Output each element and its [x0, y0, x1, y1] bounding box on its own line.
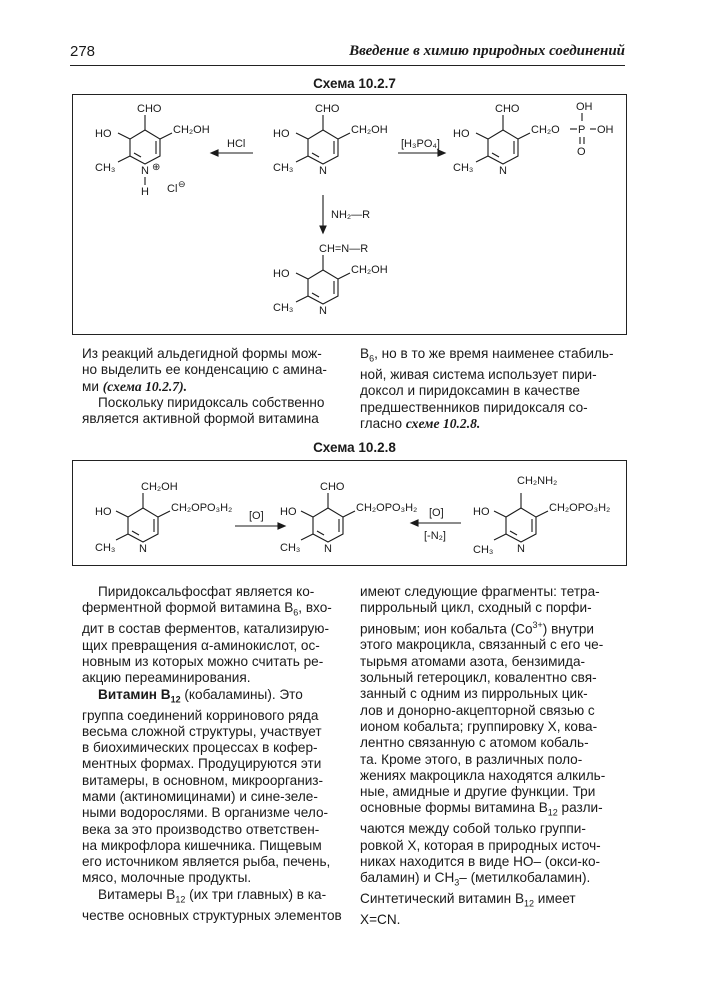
text-line: мясо, молочные продукты.	[82, 870, 252, 886]
ch2opo3h2-label: CH₂OPO₃H₂	[549, 502, 611, 514]
running-title: Введение в химию природных соединений	[349, 43, 625, 59]
text-line: ными водорослями. В организме чело-	[82, 805, 329, 821]
ch3-label: CH₃	[273, 162, 294, 174]
header-rule	[70, 65, 625, 66]
text-right-1	[360, 346, 624, 432]
ch3-label: CH₃	[453, 162, 474, 174]
p-label: P	[578, 124, 586, 136]
text-line: весьма сложной структуры, участвует	[82, 723, 322, 739]
ho-label: HO	[280, 506, 297, 518]
hcl-arrow	[211, 138, 253, 156]
text-line: пиррольный цикл, сходный с порфи-	[360, 600, 592, 616]
ch2oh-label: CH₂OH	[141, 481, 178, 493]
text-line: ной, живая система использует пири-	[360, 367, 597, 383]
ch3-label: CH₃	[95, 162, 116, 174]
scheme-10-2-7-box	[72, 94, 627, 335]
text-line: акцию переаминирования.	[82, 670, 251, 686]
ch2o-label: CH₂O	[531, 124, 560, 136]
text-line: баламин) и $CH_3-$ (метилкобаламин).	[360, 870, 591, 889]
text-line: лов и донорно-акцепторной связью с	[360, 702, 595, 718]
text-line: лентно связанную с атомом кобаль-	[360, 735, 589, 751]
svg-text:⊕: ⊕	[152, 162, 161, 173]
text-line: $B_6$, но в то же время наименее стабиль-	[360, 346, 614, 364]
pyridoxal-phosphate-structure	[453, 101, 614, 177]
text-line: доксол и пиридоксамин в качестве	[360, 383, 580, 399]
ch3-label: CH₃	[273, 302, 294, 314]
oh-label: OH	[597, 124, 614, 136]
text-line: Из реакций альдегидной формы мож-	[82, 346, 322, 361]
text-line: занный с одним из пиррольных цик-	[360, 686, 588, 702]
hcl-label: HCl	[227, 138, 246, 150]
o-label: O	[577, 146, 586, 158]
text-line: ферментной формой витамина $B_6$, вхо-	[82, 600, 332, 619]
pyridoxal-hydrochloride-structure	[95, 103, 210, 198]
ho-label: HO	[273, 268, 290, 280]
nh2r-label: NH₂—R	[331, 209, 371, 221]
h3po4-arrow	[398, 138, 445, 156]
text-line: тырьмя атомами азота, бензимида-	[360, 653, 586, 669]
text-line: ные, амидные и другие функции. Три	[360, 784, 596, 800]
page-header	[70, 40, 625, 64]
text-line: этого макроцикла, связанный с его че-	[360, 637, 604, 653]
n-label: N	[141, 165, 149, 177]
text-line: является активной формой витамина	[82, 411, 319, 427]
n-label: N	[499, 165, 507, 177]
o-ox-label: [O]	[429, 507, 444, 519]
cho-label: CHO	[320, 481, 345, 493]
text-line: в биохимических процессах в кофер-	[82, 740, 318, 756]
page-number: 278	[70, 43, 96, 60]
deamination-arrow	[411, 507, 461, 542]
text-line: века за это производство ответствен-	[82, 821, 320, 837]
text-line: его источником является рыба, печень,	[82, 854, 331, 870]
ch2oh-label: CH₂OH	[351, 124, 388, 136]
text-line: зольный гетероцикл, ковалентно свя-	[360, 670, 597, 686]
text-line: предшественников пиридоксаля со-	[360, 399, 588, 415]
scheme-10-2-8-diagram	[73, 461, 628, 567]
ch2oh-label: CH₂OH	[173, 124, 210, 136]
cho-label: CHO	[495, 103, 520, 115]
text-line: чаются между собой только группи-	[360, 821, 586, 837]
text-line: Синтетический витамин $B_{12}$ имеет	[360, 891, 576, 910]
ho-label: HO	[453, 128, 470, 140]
text-line: ровкой X, которая в природных источ-	[360, 837, 601, 853]
text-line: мами (актиномицинами) и сине-зеле-	[82, 789, 318, 804]
ho-label: HO	[95, 506, 112, 518]
n-label: N	[139, 543, 147, 555]
text-line: никах находится в виде HO– (окси-ко-	[360, 854, 601, 869]
text-line: Витамин $B_{12}$ (кобаламины). Это	[98, 686, 303, 705]
ch3-label: CH₃	[473, 544, 494, 556]
pyridoxal-phosphate-structure	[280, 481, 417, 555]
text-line: ми (схема 10.2.7).	[82, 378, 188, 394]
text-line: витамеры, в основном, микроорганиз-	[82, 772, 324, 788]
o-ox-label: [O]	[249, 510, 264, 522]
n-label: N	[324, 543, 332, 555]
ch3-label: CH₃	[95, 542, 116, 554]
oh-label: OH	[576, 101, 593, 113]
cl-label: Cl	[167, 183, 178, 195]
ch3-label: CH₃	[280, 542, 301, 554]
text-line: новным из которых можно считать ре-	[82, 653, 324, 669]
text-right-2	[360, 584, 624, 929]
text-left-1	[82, 346, 338, 427]
text-line: но выделить ее конденсацию с амина-	[82, 362, 327, 378]
text-line: гласно схеме 10.2.8.	[360, 415, 481, 431]
pyridoxal-structure	[273, 103, 388, 177]
text-line: жениях макроцикла находятся алкиль-	[360, 767, 606, 783]
text-line: имеют следующие фрагменты: тетра-	[360, 584, 600, 599]
n2-label: [-N₂]	[424, 530, 446, 542]
scheme-10-2-7-diagram	[73, 95, 628, 336]
ch2opo3h2-label: CH₂OPO₃H₂	[171, 502, 233, 514]
n-label: N	[517, 543, 525, 555]
text-line: Витамеры $B_{12}$ (их три главных) в ка-	[98, 886, 327, 905]
pyridoxol-structure	[95, 481, 232, 555]
text-line: честве основных структурных элементов	[82, 907, 342, 923]
scheme-10-2-7-title: Схема 10.2.7	[313, 76, 396, 91]
h-label: H	[141, 186, 149, 198]
oxidation-arrow	[235, 510, 285, 529]
imine-label: CH=N—R	[319, 243, 369, 255]
text-line: та. Кроме этого, в различных поло-	[360, 751, 583, 767]
amine-arrow	[320, 195, 370, 233]
ch2opo3h2-label: CH₂OPO₃H₂	[356, 502, 418, 514]
ho-label: HO	[473, 506, 490, 518]
text-line: ментных формах. Продуцируются эти	[82, 756, 322, 772]
pyridoxamine-phosphate-structure	[473, 475, 610, 556]
text-line: ионом кобальта; группировку X, кова-	[360, 718, 598, 734]
text-left-2	[82, 584, 342, 924]
cho-label: CHO	[137, 103, 162, 115]
text-line: риновым; ион кобальта $(Co^{3+})$ внутри	[360, 619, 594, 637]
text-line: X=CN.	[360, 912, 401, 928]
text-line: дит в состав ферментов, катализирую-	[82, 621, 330, 637]
ho-label: HO	[95, 128, 112, 140]
text-line: Поскольку пиридоксаль собственно	[98, 394, 325, 410]
scheme-10-2-8-box	[72, 460, 627, 566]
ch2nh2-label: CH₂NH₂	[517, 475, 558, 487]
cho-label: CHO	[315, 103, 340, 115]
svg-text:⊖: ⊖	[178, 179, 186, 189]
ho-label: HO	[273, 128, 290, 140]
text-line: группа соединений корринового ряда	[82, 707, 319, 723]
h3po4-label: [H₃PO₄]	[401, 138, 440, 150]
n-label: N	[319, 165, 327, 177]
text-line: щих превращения α-аминокислот, ос-	[82, 637, 320, 653]
n-label: N	[319, 305, 327, 317]
text-line: основные формы витамина $B_{12}$ разли-	[360, 800, 603, 819]
scheme-10-2-8-title: Схема 10.2.8	[313, 440, 396, 455]
text-line: на микрофлора кишечника. Пищевым	[82, 837, 322, 853]
ch2oh-label: CH₂OH	[351, 264, 388, 276]
text-line: Пиридоксальфосфат является ко-	[98, 584, 315, 599]
schiff-base-structure	[273, 243, 388, 317]
